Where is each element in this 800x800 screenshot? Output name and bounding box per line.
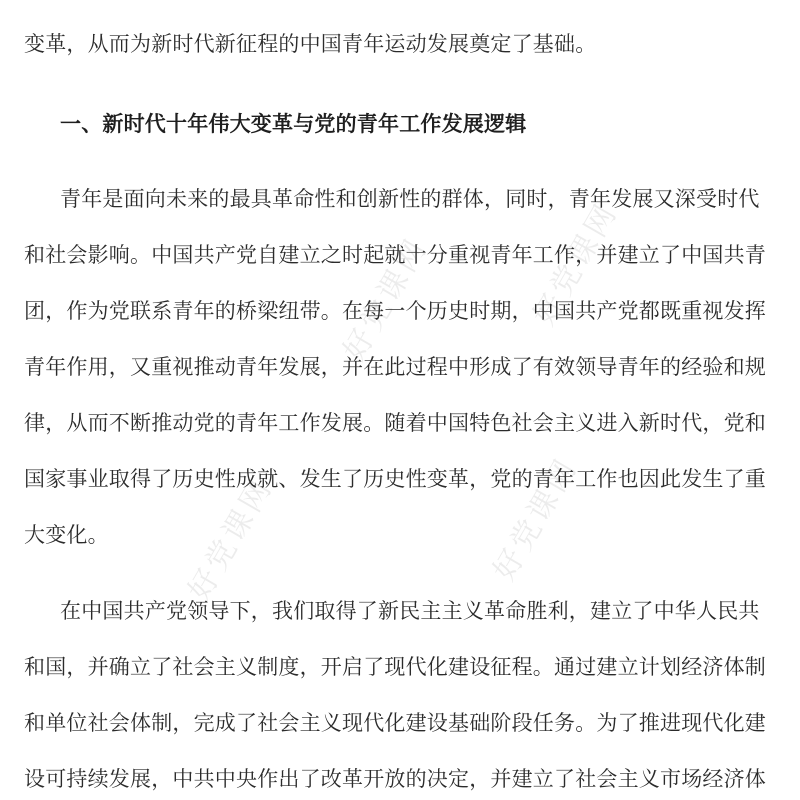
text-line: 国家事业取得了历史性成就、发生了历史性变革，党的青年工作也因此发生了重	[24, 467, 766, 491]
text-line: 变革，从而为新时代新征程的中国青年运动发展奠定了基础。	[24, 32, 597, 56]
text-line: 和社会影响。中国共产党自建立之时起就十分重视青年工作，并建立了中国共青	[24, 243, 766, 267]
watermark-1: 好党课网	[336, 231, 436, 367]
text-line: 青年是面向未来的最具革命性和创新性的群体，同时，青年发展又深受时代	[60, 187, 760, 211]
watermark-4: 好党课网	[486, 451, 586, 587]
text-line: 和国，并确立了社会主义制度，开启了现代化建设征程。通过建立计划经济体制	[24, 655, 766, 679]
text-line: 设可持续发展，中共中央作出了改革开放的决定，并建立了社会主义市场经济体	[24, 767, 766, 791]
watermark-3: 好党课网	[526, 196, 626, 332]
text-line: 在中国共产党领导下，我们取得了新民主主义革命胜利，建立了中华人民共	[60, 599, 760, 623]
watermark-2: 好党课网	[181, 471, 281, 607]
text-line: 大变化。	[24, 523, 109, 547]
text-line: 律，从而不断推动党的青年工作发展。随着中国特色社会主义进入新时代，党和	[24, 411, 766, 435]
text-line: 和单位社会体制，完成了社会主义现代化建设基础阶段任务。为了推进现代化建	[24, 711, 766, 735]
text-line: 青年作用，又重视推动青年发展，并在此过程中形成了有效领导青年的经验和规	[24, 355, 766, 379]
section-heading: 一、新时代十年伟大变革与党的青年工作发展逻辑	[60, 112, 527, 136]
text-line: 团，作为党联系青年的桥梁纽带。在每一个历史时期，中国共产党都既重视发挥	[24, 299, 766, 323]
